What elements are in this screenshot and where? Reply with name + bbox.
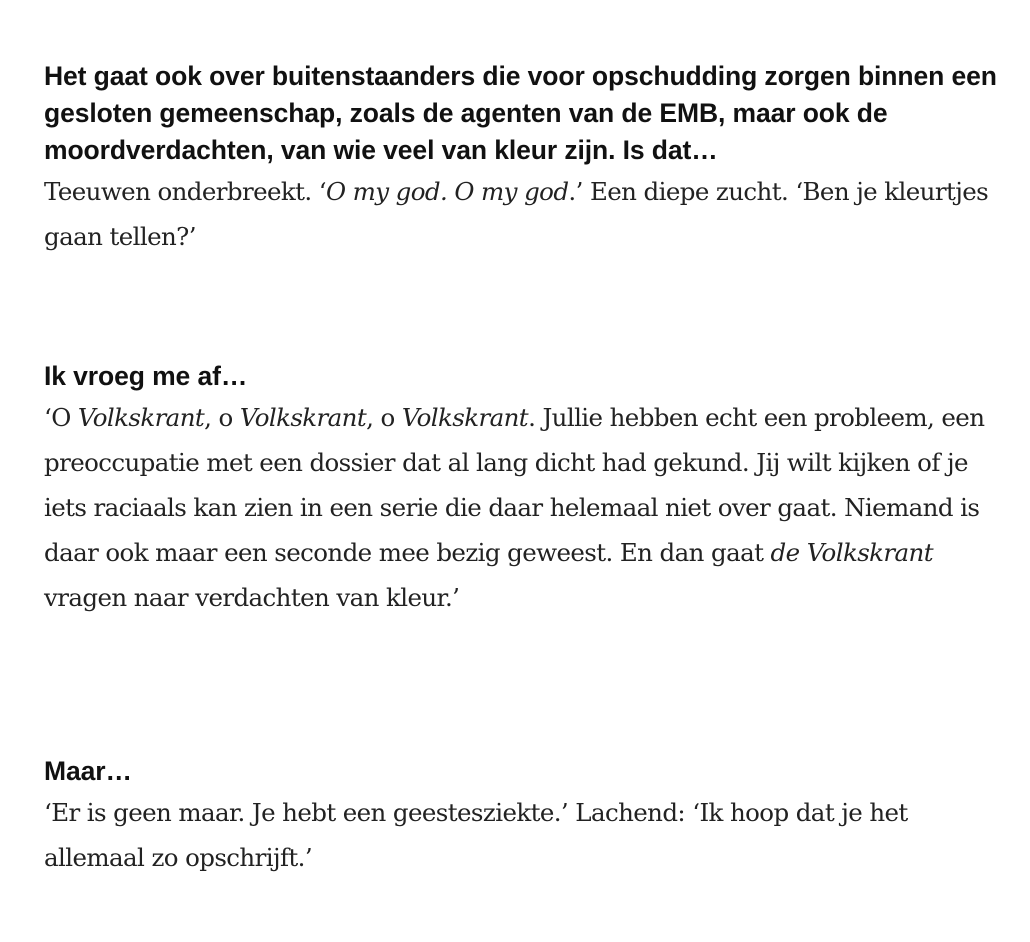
answer-text: , o [366,403,402,432]
interview-answer [44,395,1004,620]
answer-text: vragen naar verdachten van kleur.’ [44,583,460,612]
interview-answer [44,790,1004,880]
qa-block-1 [44,58,1004,358]
interview-question: Maar… [44,756,132,786]
answer-text: .’ Een diepe zucht. ‘Ben je kleurtjes gaan tellen?’ [44,177,989,251]
qa-block-2 [44,358,1004,753]
interview-question: Het gaat ook over buitenstaanders die voor opschudding zorgen binnen een gesloten gemeenschap, zoals de agenten van de EMB, maar ook de moordverdachten, van wie veel van kleur zijn. Is dat… [44,61,997,165]
qa-block-3 [44,753,1004,880]
interview-article [44,58,1004,880]
answer-italic-text: Volkskrant [77,403,205,432]
answer-italic-text: de Volkskrant [770,538,933,567]
answer-text: , o [204,403,240,432]
answer-text: ‘Er is geen maar. Je hebt een geestesziekte.’ Lachend: ‘Ik hoop dat je het allemaal zo opschrijft.’ [44,798,908,872]
interview-question: Ik vroeg me af… [44,361,248,391]
answer-text: Teeuwen onderbreekt. ‘ [44,177,326,206]
answer-italic-text: Volkskrant [401,403,529,432]
interview-answer [44,169,1004,259]
answer-text: . Jullie hebben echt een probleem, een preoccupatie met een dossier dat al lang dicht had gekund. Jij wilt kijken of je iets raciaals kan zien in een serie die daar helemaal niet over gaat. Niemand is daar ook maar een seconde mee bezig geweest. En dan gaat [44,403,985,567]
answer-italic-text: Volkskrant [239,403,367,432]
answer-italic-text: O my god. O my god [325,177,569,206]
answer-text: ‘O [44,403,78,432]
